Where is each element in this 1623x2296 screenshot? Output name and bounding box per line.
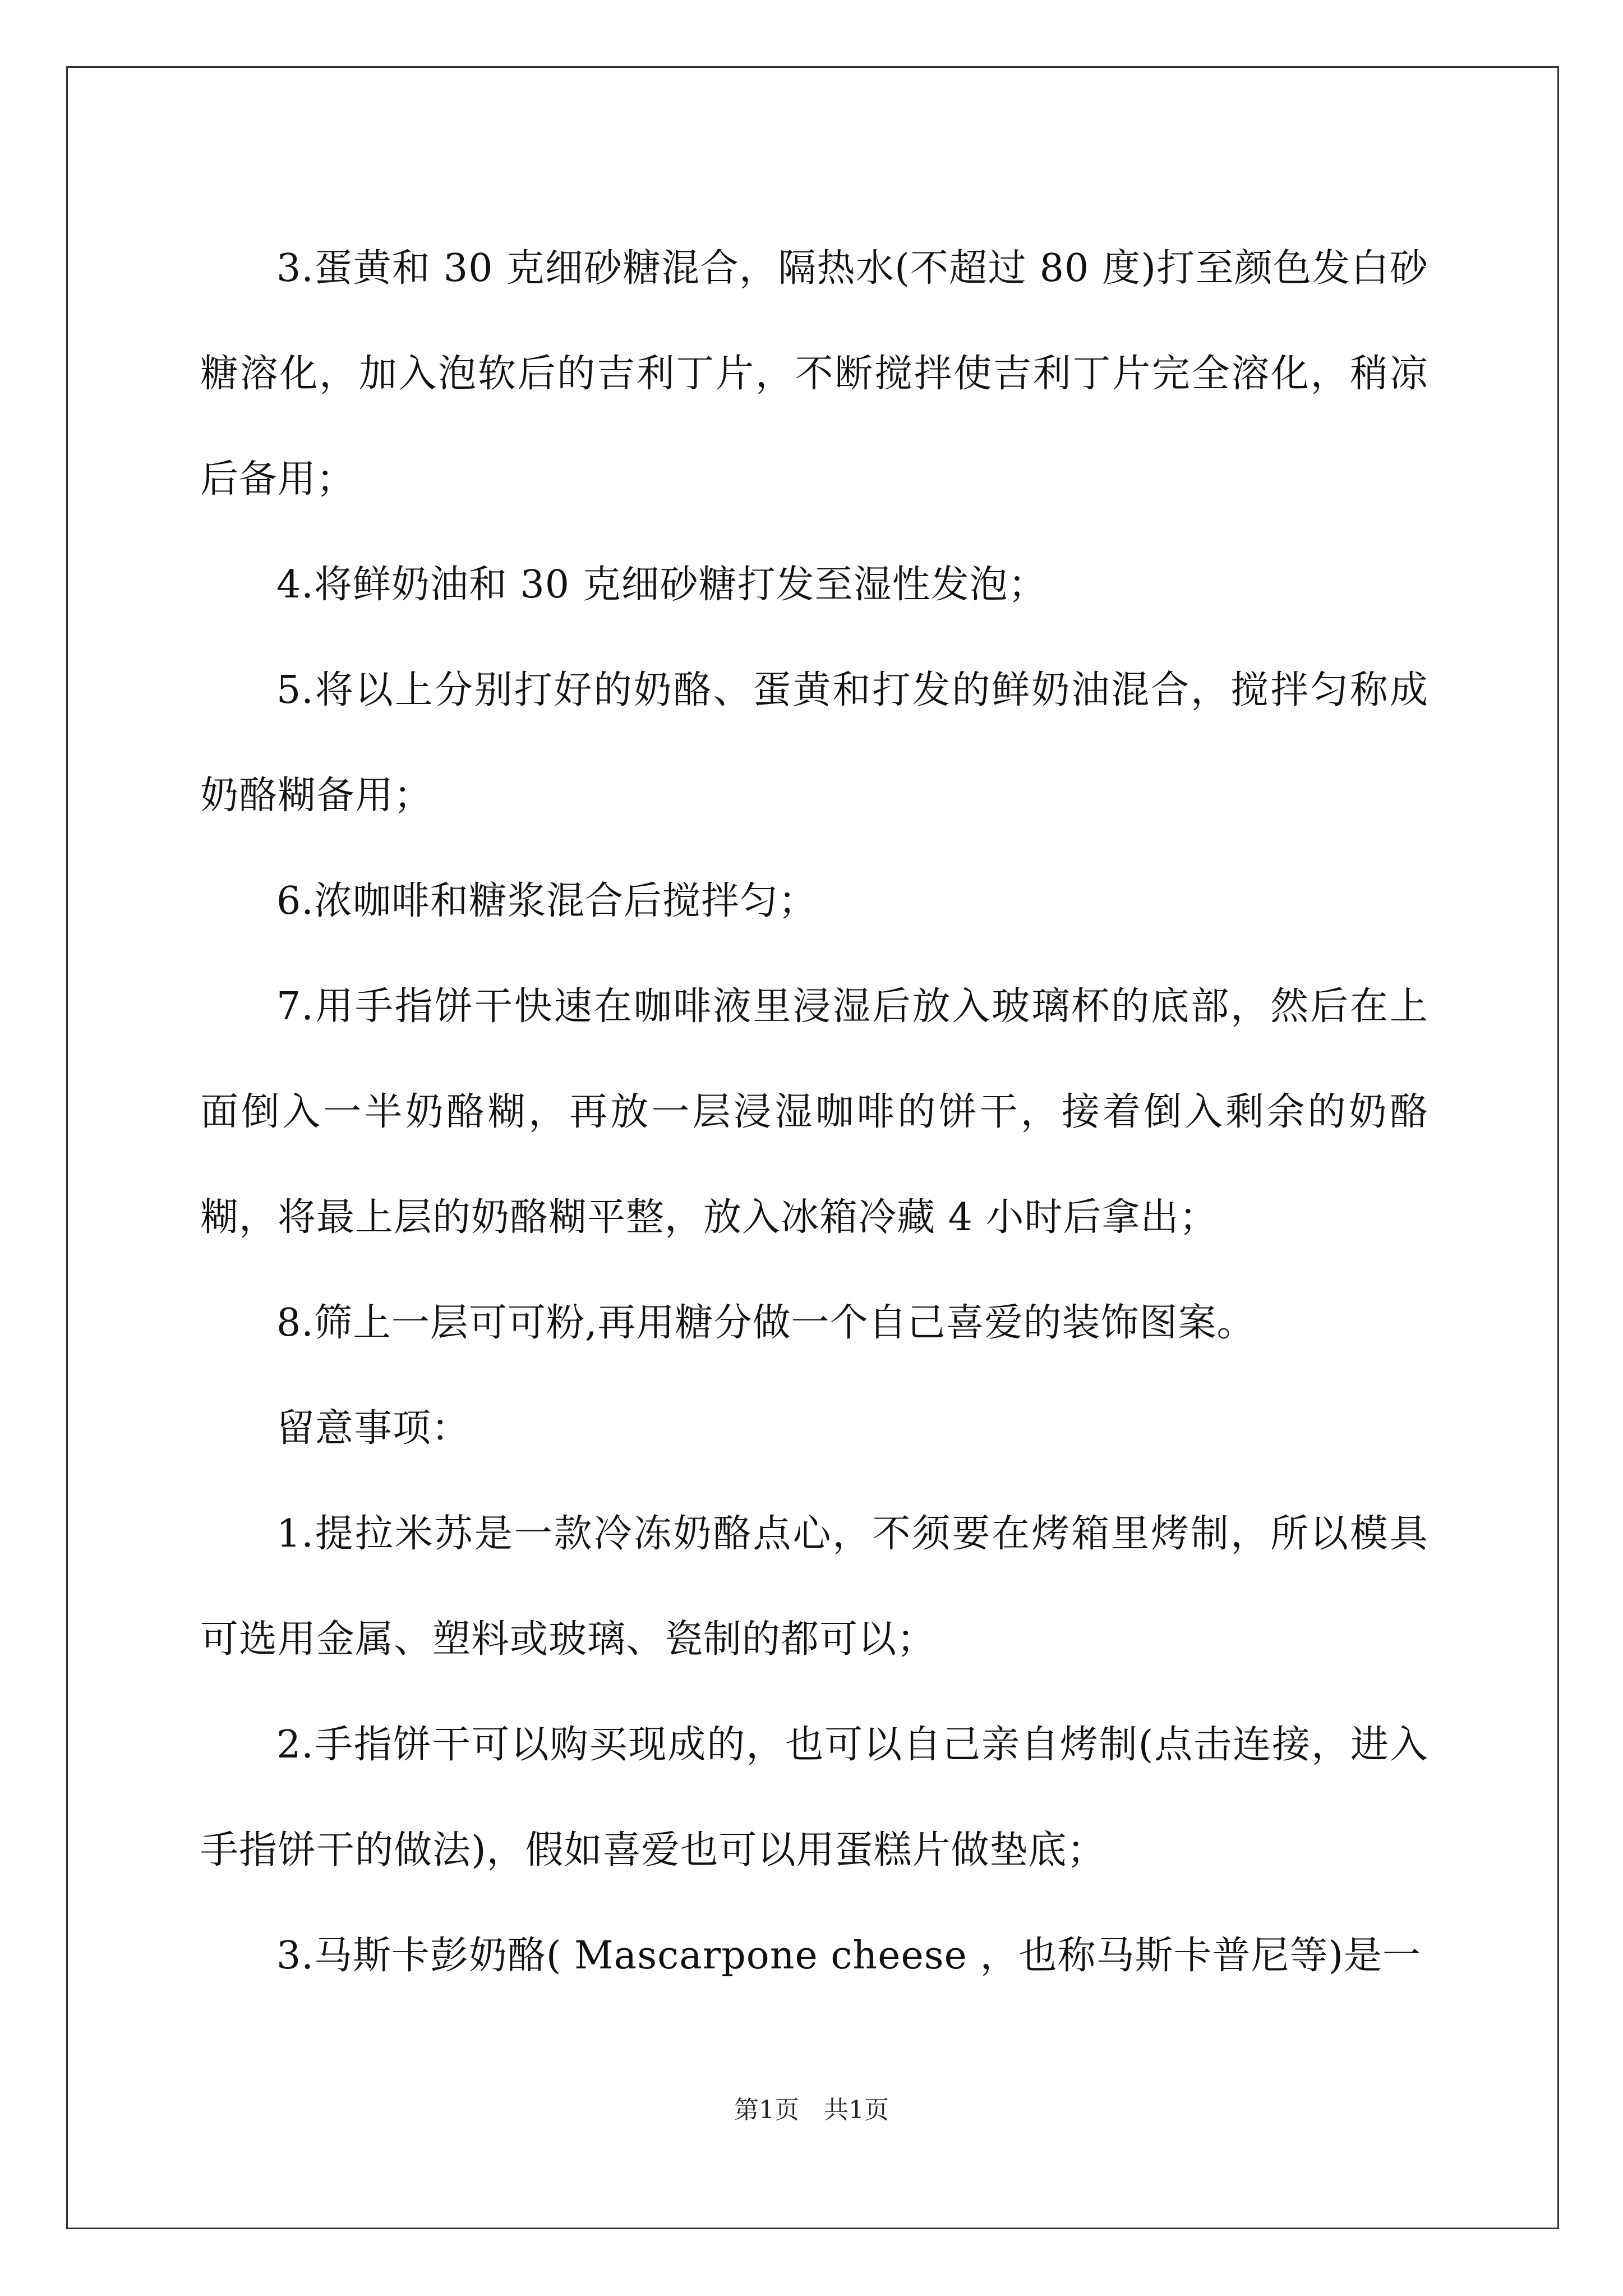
paragraph-step-6: 6.浓咖啡和糖浆混合后搅拌匀； <box>276 879 817 923</box>
paragraph-note-3: 3.马斯卡彭奶酪( Mascarpone cheese ，也称马斯卡普尼等)是一 <box>276 1934 1421 1978</box>
paragraph-step-8: 8.筛上一层可可粉,再用糖分做一个自己喜爱的装饰图案。 <box>276 1301 1256 1345</box>
paragraph-step-4: 4.将鲜奶油和 30 克细砂糖打发至湿性发泡； <box>276 563 1047 607</box>
page-footer <box>0 2090 1623 2125</box>
paragraph-step-7: 7.用手指饼干快速在咖啡液里浸湿后放入玻璃杯的底部，然后在上面倒入一半奶酪糊，再放一层浸湿咖啡的饼干，接着倒入剩余的奶酪糊，将最上层的奶酪糊平整，放入冰箱冷藏 4 小时后拿出； <box>200 984 1428 1240</box>
document-body <box>200 216 1428 2009</box>
paragraph-step-3: 3.蛋黄和 30 克细砂糖混合，隔热水(不超过 80 度)打至颜色发白砂糖溶化，加入泡软后的吉利丁片，不断搅拌使吉利丁片完全溶化，稍凉后备用； <box>200 246 1428 501</box>
paragraph-step-5: 5.将以上分别打好的奶酪、蛋黄和打发的鲜奶油混合，搅拌匀称成奶酪糊备用； <box>200 668 1428 818</box>
section-heading-notes: 留意事项： <box>276 1406 471 1451</box>
paragraph-note-1: 1.提拉米苏是一款冷冻奶酪点心，不须要在烤箱里烤制，所以模具可选用金属、塑料或玻璃、瓷制的都可以； <box>200 1512 1428 1662</box>
page-number-total: 共1页 <box>824 2096 889 2124</box>
paragraph-note-2: 2.手指饼干可以购买现成的，也可以自己亲自烤制(点击连接，进入手指饼干的做法)，假如喜爱也可以用蛋糕片做垫底； <box>200 1723 1428 1872</box>
page-number-current: 第1页 <box>734 2096 799 2124</box>
